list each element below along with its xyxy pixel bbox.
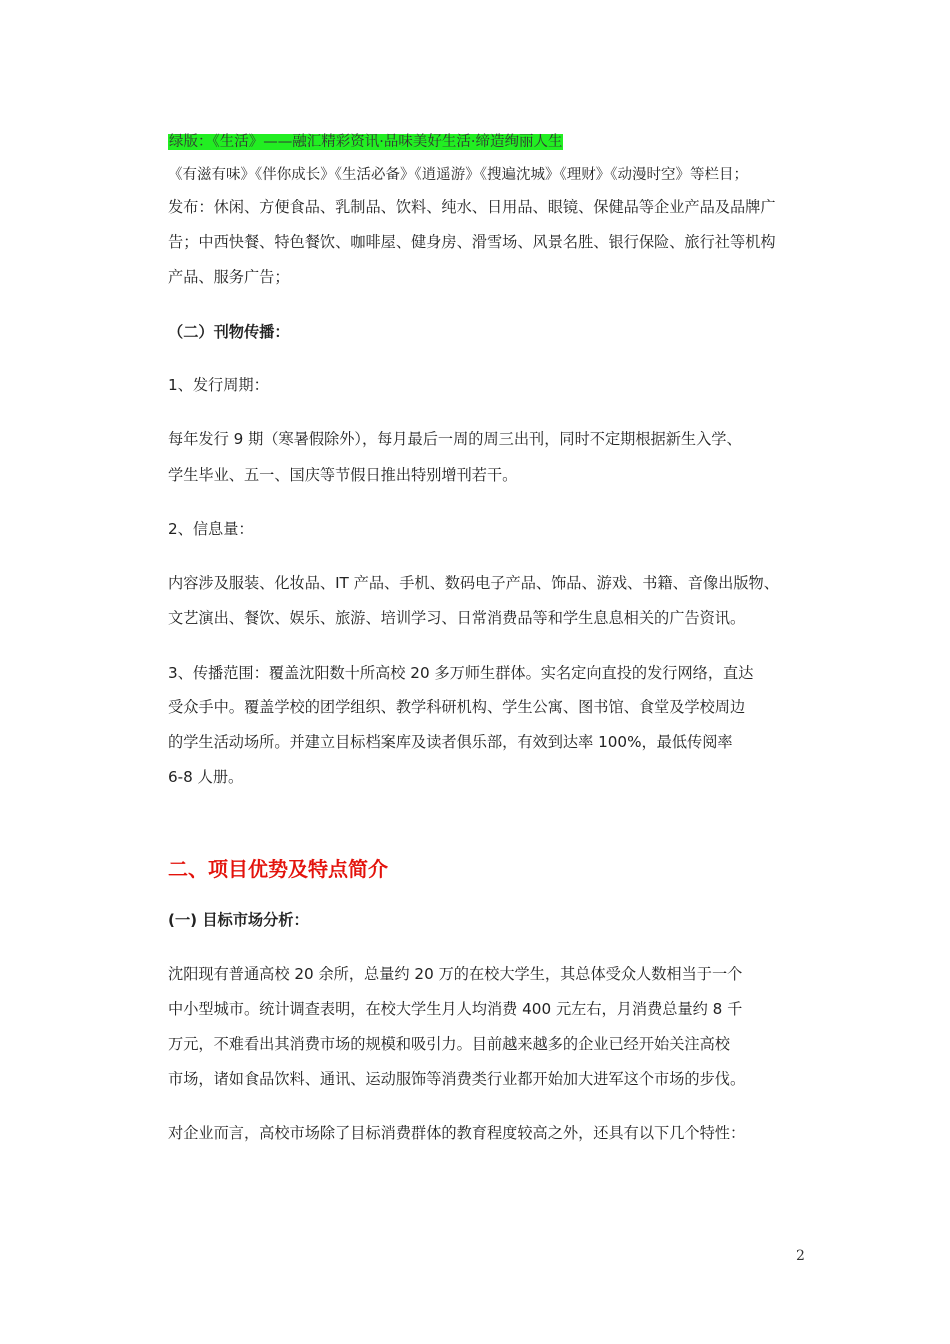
publish-line-2: 告；中西快餐、特色餐饮、咖啡屋、健身房、滑雪场、风景名胜、银行保险、旅行社等机构 [168,233,776,251]
section-two-heading: 二、项目优势及特点简介 [168,857,388,881]
info-title: 2、信息量： [168,520,254,538]
range-line-3: 的学生活动场所。并建立目标档案库及读者俱乐部，有效到达率 100%，最低传阅率 [168,733,733,751]
cycle-line-2: 学生毕业、五一、国庆等节假日推出特别增刊若干。 [168,466,518,484]
column-list: 《有滋有味》《伴你成长》《生活必备》《逍遥游》《搜遍沈城》《理财》《动漫时空》等栏目； [168,167,748,183]
range-line-2: 受众手中。覆盖学校的团学组织、教学科研机构、学生公寓、图书馆、食堂及学校周边 [168,698,746,716]
page-number: 2 [796,1248,805,1264]
info-line-1: 内容涉及服装、化妆品、IT 产品、手机、数码电子产品、饰品、游戏、书籍、音像出版物、 [168,574,779,592]
cycle-title: 1、发行周期： [168,376,269,394]
green-edition-title [168,130,563,151]
analysis-line-3: 万元，不难看出其消费市场的规模和吸引力。目前越来越多的企业已经开始关注高校 [168,1035,730,1053]
cycle-line-1: 每年发行 9 期（寒暑假除外），每月最后一周的周三出刊，同时不定期根据新生入学、 [168,430,742,448]
range-line-4: 6-8 人册。 [168,768,244,786]
spread-title: （二）刊物传播： [168,323,290,341]
highlighted-title: 绿版：《生活》——融汇精彩资讯·品味美好生活·缔造绚丽人生 [169,134,563,150]
range-line-1: 3、传播范围：覆盖沈阳数十所高校 20 多万师生群体。实名定向直投的发行网络，直达 [168,664,754,682]
analysis-line-2: 中小型城市。统计调查表明，在校大学生月人均消费 400 元左右，月消费总量约 8 千 [168,1000,743,1018]
analysis-line-1: 沈阳现有普通高校 20 余所，总量约 20 万的在校大学生，其总体受众人数相当于一个 [168,965,743,983]
info-line-2: 文艺演出、餐饮、娱乐、旅游、培训学习、日常消费品等和学生息息相关的广告资讯。 [168,609,746,627]
market-analysis-title: (一) 目标市场分析： [168,911,309,929]
publish-line-1: 发布：休闲、方便食品、乳制品、饮料、纯水、日用品、眼镜、保健品等企业产品及品牌广 [168,198,776,216]
closing-line: 对企业而言，高校市场除了目标消费群体的教育程度较高之外，还具有以下几个特性： [168,1124,746,1142]
publish-line-3: 产品、服务广告； [168,268,290,286]
analysis-line-4: 市场，诸如食品饮料、通讯、运动服饰等消费类行业都开始加大进军这个市场的步伐。 [168,1070,746,1088]
